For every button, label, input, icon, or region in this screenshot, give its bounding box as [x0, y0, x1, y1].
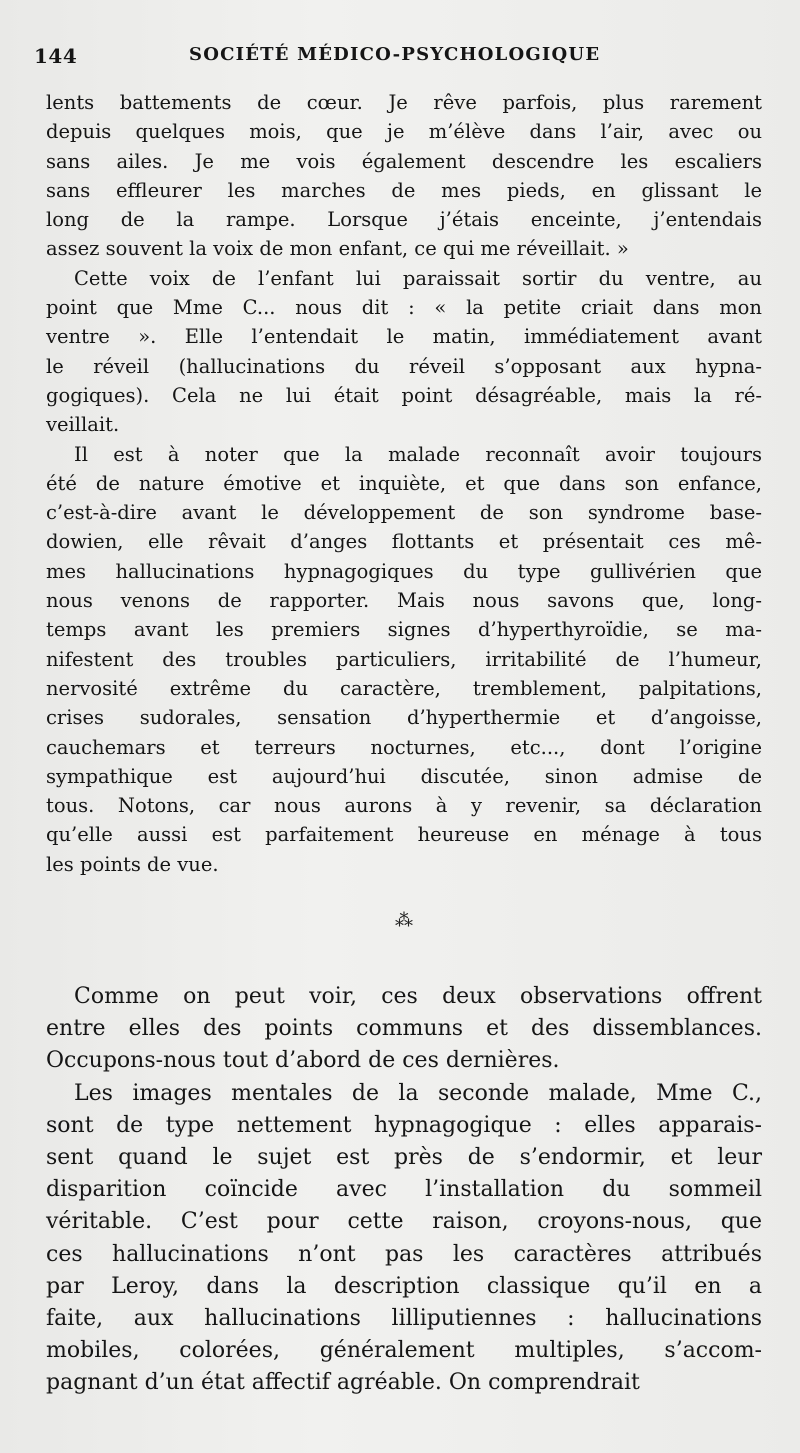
body-text-large: [46, 981, 762, 1399]
text-line: ventre ». Elle l’entendait le matin, immédiatement avant: [46, 325, 762, 349]
section-separator: ⁂: [395, 910, 413, 931]
text-line: gogiques). Cela ne lui était point désagréable, mais la ré-: [46, 383, 762, 407]
text-line: ces hallucinations n’ont pas les caractères attribués: [46, 1241, 762, 1267]
text-line: tous. Notons, car nous aurons à y revenir, sa déclaration: [46, 794, 762, 818]
paragraph: [46, 440, 762, 879]
text-line: cauchemars et terreurs nocturnes, etc..., dont l’origine: [46, 735, 762, 759]
text-line: Les images mentales de la seconde malade, Mme C.,: [74, 1080, 762, 1106]
text-line: pagnant d’un état affectif agréable. On comprendrait: [46, 1370, 640, 1396]
text-line: veillait.: [46, 413, 120, 437]
text-line: faite, aux hallucinations lilliputiennes : hallucinations: [46, 1305, 762, 1331]
text-line: sympathique est aujourd’hui discutée, sinon admise de: [46, 764, 762, 788]
text-line: mobiles, colorées, généralement multiples, s’accom-: [46, 1338, 762, 1364]
text-line: assez souvent la voix de mon enfant, ce qui me réveillait. »: [46, 237, 629, 261]
text-line: nous venons de rapporter. Mais nous savons que, long-: [46, 589, 762, 613]
text-line: crises sudorales, sensation d’hyperthermie et d’angoisse,: [46, 706, 762, 730]
text-line: entre elles des points communs et des dissemblances.: [46, 1016, 762, 1042]
text-line: été de nature émotive et inquiète, et que dans son enfance,: [46, 471, 762, 495]
text-line: lents battements de cœur. Je rêve parfois, plus rarement: [46, 91, 762, 114]
text-line: véritable. C’est pour cette raison, croyons-nous, que: [46, 1209, 762, 1235]
text-line: disparition coïncide avec l’installation du sommeil: [46, 1177, 762, 1203]
text-line: mes hallucinations hypnagogiques du type gullivérien que: [46, 559, 762, 583]
text-line: temps avant les premiers signes d’hyperthyroïdie, se ma-: [46, 618, 762, 642]
body-text-small: [46, 88, 762, 879]
text-line: qu’elle aussi est parfaitement heureuse en ménage à tous: [46, 823, 762, 847]
text-line: le réveil (hallucinations du réveil s’opposant aux hypna-: [46, 354, 762, 378]
paragraph: [46, 981, 762, 1078]
text-line: c’est-à-dire avant le développement de son syndrome base-: [46, 501, 762, 525]
text-line: sans effleurer les marches de mes pieds, en glissant le: [46, 178, 762, 202]
running-head: [34, 40, 774, 74]
text-line: sont de type nettement hypnagogique : elles apparais-: [46, 1112, 762, 1138]
text-line: les points de vue.: [46, 852, 219, 876]
text-line: nifestent des troubles particuliers, irritabilité de l’humeur,: [46, 647, 762, 671]
paragraph: [46, 1078, 762, 1400]
text-line: par Leroy, dans la description classique qu’il en a: [46, 1273, 762, 1299]
text-line: dowien, elle rêvait d’anges flottants et présentait ces mê-: [46, 530, 762, 554]
text-line: nervosité extrême du caractère, tremblement, palpitations,: [46, 676, 762, 700]
paragraph: [46, 88, 762, 264]
text-line: depuis quelques mois, que je m’élève dans l’air, avec ou: [46, 120, 762, 144]
text-line: Il est à noter que la malade reconnaît avoir toujours: [74, 442, 762, 466]
paragraph: [46, 264, 762, 440]
text-line: point que Mme C... nous dit : « la petite criait dans mon: [46, 296, 762, 320]
text-line: Comme on peut voir, ces deux observations offrent: [74, 984, 762, 1009]
journal-title: SOCIÉTÉ MÉDICO-PSYCHOLOGIQUE: [189, 44, 601, 65]
text-line: Cette voix de l’enfant lui paraissait sortir du ventre, au: [74, 266, 762, 290]
text-line: Occupons-nous tout d’abord de ces dernières.: [46, 1048, 560, 1074]
text-line: sent quand le sujet est près de s’endormir, et leur: [46, 1144, 762, 1170]
text-line: long de la rampe. Lorsque j’étais enceinte, j’entendais: [46, 208, 762, 232]
text-line: sans ailes. Je me vois également descendre les escaliers: [46, 149, 762, 173]
page-number: 144: [34, 44, 78, 68]
